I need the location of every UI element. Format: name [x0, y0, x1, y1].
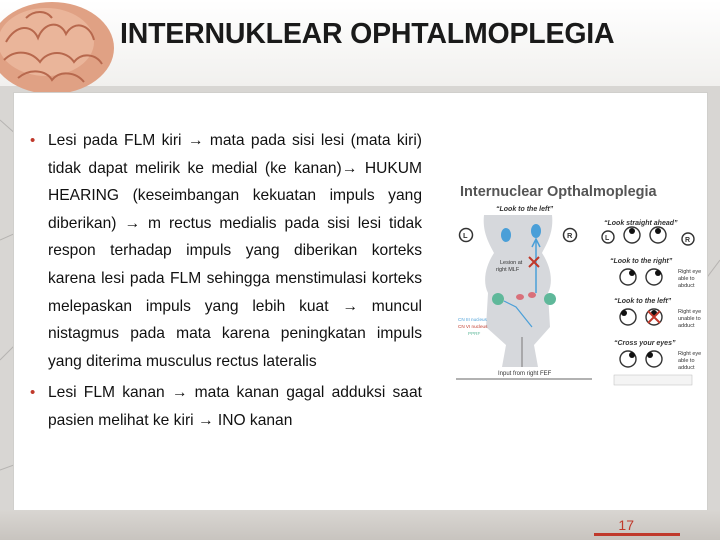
label-l-icon [460, 229, 473, 242]
footer-accent-line [594, 533, 680, 536]
eye-left-blue [501, 228, 511, 242]
svg-text:able to: able to [678, 358, 695, 364]
eye-right-blue [531, 224, 541, 238]
svg-text:unable to: unable to [678, 316, 701, 322]
look-right-label: “Look to the right” [610, 258, 673, 265]
svg-text:R: R [567, 231, 573, 240]
label-l-icon-2 [602, 231, 614, 243]
svg-text:R: R [685, 237, 691, 244]
label-r-icon-2 [682, 233, 694, 245]
cross-eyes-label: “Cross your eyes” [614, 340, 676, 347]
page-number: 17 [618, 517, 634, 533]
look-left-label-2: “Look to the left” [614, 298, 672, 305]
pprf-label: PPRF [468, 331, 481, 336]
slide-title: INTERNUKLEAR OPHTALMOPLEGIA [120, 18, 615, 50]
svg-text:abduct: abduct [678, 283, 695, 289]
bullet-list [30, 127, 422, 439]
diagram-title: Internuclear Opthalmoplegia [460, 184, 657, 200]
svg-text:L: L [605, 235, 610, 242]
svg-text:adduct: adduct [678, 365, 695, 371]
lesion-label: Lesion at [500, 260, 523, 266]
look-straight-label: “Look straight ahead” [604, 220, 678, 227]
cn6-label: CN VI nucleus [458, 324, 488, 329]
ino-diagram [442, 177, 704, 397]
svg-text:able to: able to [678, 276, 695, 282]
bullet-item: • Lesi FLM kanan → mata kanan gagal adduksi saat pasien melihat ke kiri → INO kanan [30, 379, 422, 434]
content-panel [13, 92, 708, 512]
svg-text:L: L [463, 231, 468, 240]
input-label: Input from right FEF [498, 371, 552, 377]
svg-text:Right eye: Right eye [678, 309, 702, 315]
cn3-label: CN III nucleus [458, 317, 487, 322]
nucleus-green-right [544, 293, 556, 305]
look-left-label: “Look to the left” [496, 206, 554, 213]
svg-text:Right eye: Right eye [678, 351, 702, 357]
figure-caption-box [614, 375, 692, 385]
label-r-icon [564, 229, 577, 242]
bullet-item: • Lesi pada FLM kiri → mata pada sisi lesi (mata kiri) tidak dapat melirik ke medial (ke kanan)→ HUKUM HEARING (keseimbangan kekuatan impuls yang diberikan) → m rectus medialis pada sisi lesi tidak respon terhadap impuls yang diberikan korteks karena lesi pada FLM sehingga menstimulasi korteks melepaskan impuls yang lebih kuat → muncul nistagmus pada mata karena peningkatan impuls yang diterima musculus rectus lateralis [30, 127, 422, 375]
nucleus-green-left [492, 293, 504, 305]
brain-icon [0, 0, 118, 98]
svg-text:Right eye: Right eye [678, 269, 702, 275]
svg-text:adduct: adduct [678, 323, 695, 329]
lesion-label-2: right MLF [496, 267, 520, 273]
